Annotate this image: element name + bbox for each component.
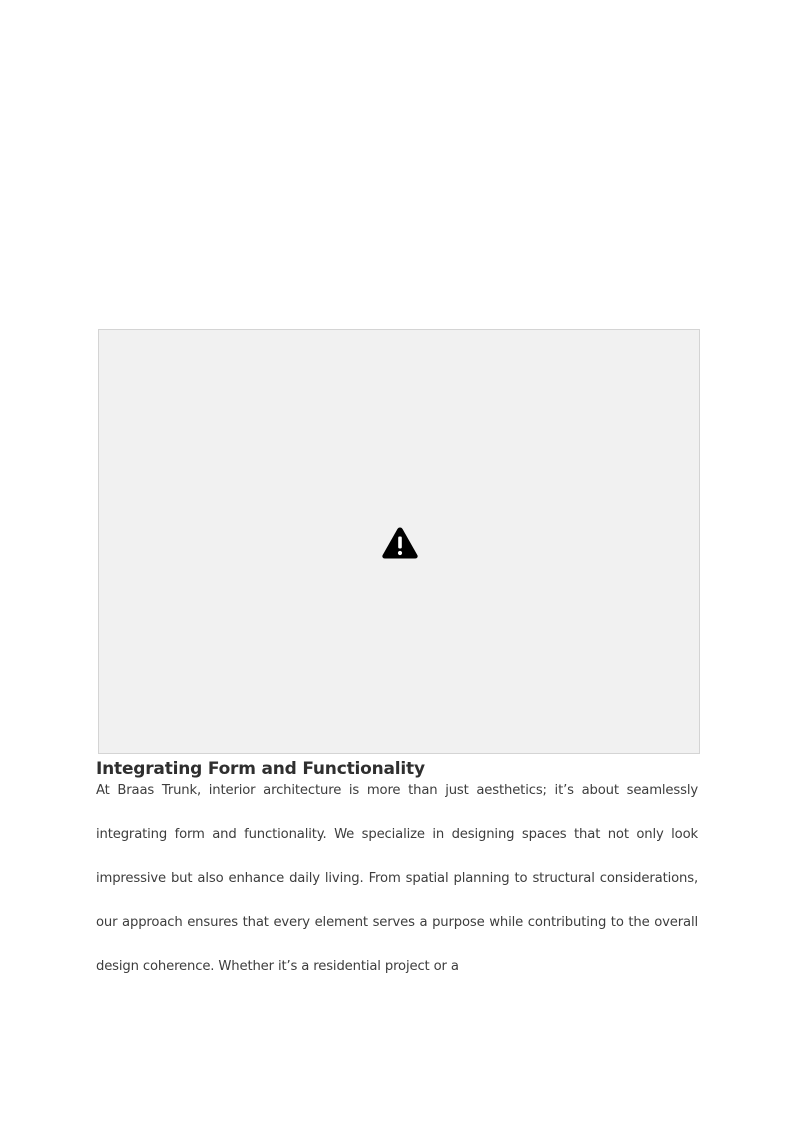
article-content [96,758,698,989]
broken-image-placeholder [98,329,700,754]
section-heading: Integrating Form and Functionality [96,759,425,779]
body-paragraph: At Braas Trunk, interior architecture is more than just aesthetics; it’s about seamlessly integrating form and functionality. We specialize in designing spaces that not only look impressive but also enhance daily living. From spatial planning to structural considerations, our approach ensures that every element serves a purpose while contributing to the overall design coherence. Whether it’s a residential project or a [96,783,698,974]
warning-icon [381,526,419,560]
